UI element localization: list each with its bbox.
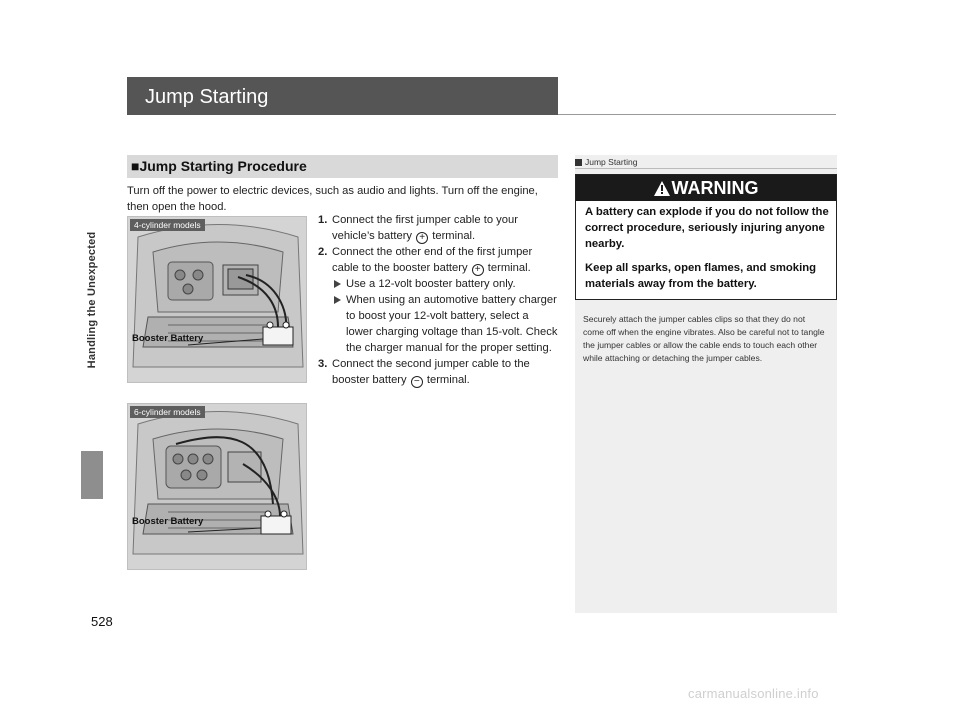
intro-text: Turn off the power to electric devices, such as audio and lights. Turn off the engine, then open the hood. [127, 185, 538, 213]
step-text: Connect the first jumper cable to your vehicle’s battery [332, 214, 518, 242]
note-rule [575, 168, 837, 169]
step-number: 1. [318, 214, 328, 226]
minus-terminal-icon: − [411, 376, 423, 388]
section-heading-text: Jump Starting Procedure [139, 158, 307, 174]
step-2-sub-2 [332, 292, 558, 356]
step-3 [318, 356, 558, 388]
warning-text: A battery can explode if you do not follow the correct procedure, seriously injuring anyone nearby. [585, 206, 829, 250]
side-tab [81, 0, 103, 450]
figure-label: Booster Battery [132, 333, 204, 344]
title-rule [558, 114, 836, 115]
side-tab-marker [81, 451, 103, 499]
step-text-end: terminal. [487, 262, 531, 274]
warning-title-text: WARNING [671, 178, 759, 198]
sub-text: Use a 12-volt booster battery only. [346, 278, 516, 290]
steps-list [318, 212, 558, 388]
step-1 [318, 212, 558, 244]
arrow-icon [334, 280, 341, 288]
warning-title [576, 175, 836, 201]
warning-body [585, 204, 830, 300]
watermark: carmanualsonline.info [688, 686, 819, 701]
figure-4-cylinder [127, 216, 307, 383]
step-text-end: terminal. [432, 230, 476, 242]
note-marker-icon [575, 159, 582, 166]
page-number: 528 [91, 614, 113, 629]
step-text-end: terminal. [426, 374, 470, 386]
arrow-icon [334, 296, 341, 304]
sub-text: When using an automotive battery charger to boost your 12-volt battery, select a lower charging voltage than 15-volt. Check the charger manual for the proper setting. [346, 294, 558, 354]
step-2 [318, 244, 558, 356]
step-number: 3. [318, 358, 328, 370]
step-text: Connect the other end of the first jumper cable to the booster battery [332, 246, 533, 274]
warning-header [576, 175, 836, 201]
step-number: 2. [318, 246, 328, 258]
section-heading [131, 158, 307, 174]
plus-terminal-icon: + [472, 264, 484, 276]
warning-text: Keep all sparks, open flames, and smoking materials away from the battery. [585, 262, 817, 290]
note-text: Securely attach the jumper cables clips so that they do not come off when the engine vibrates. Also be careful not to tangle the jumper cables or allow the cable ends to touch each other while attaching or detaching the jumper cables. [583, 314, 825, 363]
figure-tag: 6-cylinder models [130, 406, 205, 418]
plus-terminal-icon: + [416, 232, 428, 244]
step-text: Connect the second jumper cable to the booster battery [332, 358, 530, 386]
side-tab-label: Handling the Unexpected [86, 231, 98, 369]
note-heading [575, 157, 637, 167]
page-title: Jump Starting [145, 86, 269, 108]
warning-triangle-icon [654, 181, 670, 196]
section-bullet: ■ [131, 158, 140, 174]
figure-label: Booster Battery [132, 516, 204, 527]
step-2-sub-1 [332, 276, 558, 292]
note-heading-text: Jump Starting [585, 157, 638, 167]
figure-tag: 4-cylinder models [130, 219, 205, 231]
engine-bay-illustration [128, 217, 307, 383]
figure-6-cylinder [127, 403, 307, 570]
engine-bay-illustration [128, 404, 307, 570]
